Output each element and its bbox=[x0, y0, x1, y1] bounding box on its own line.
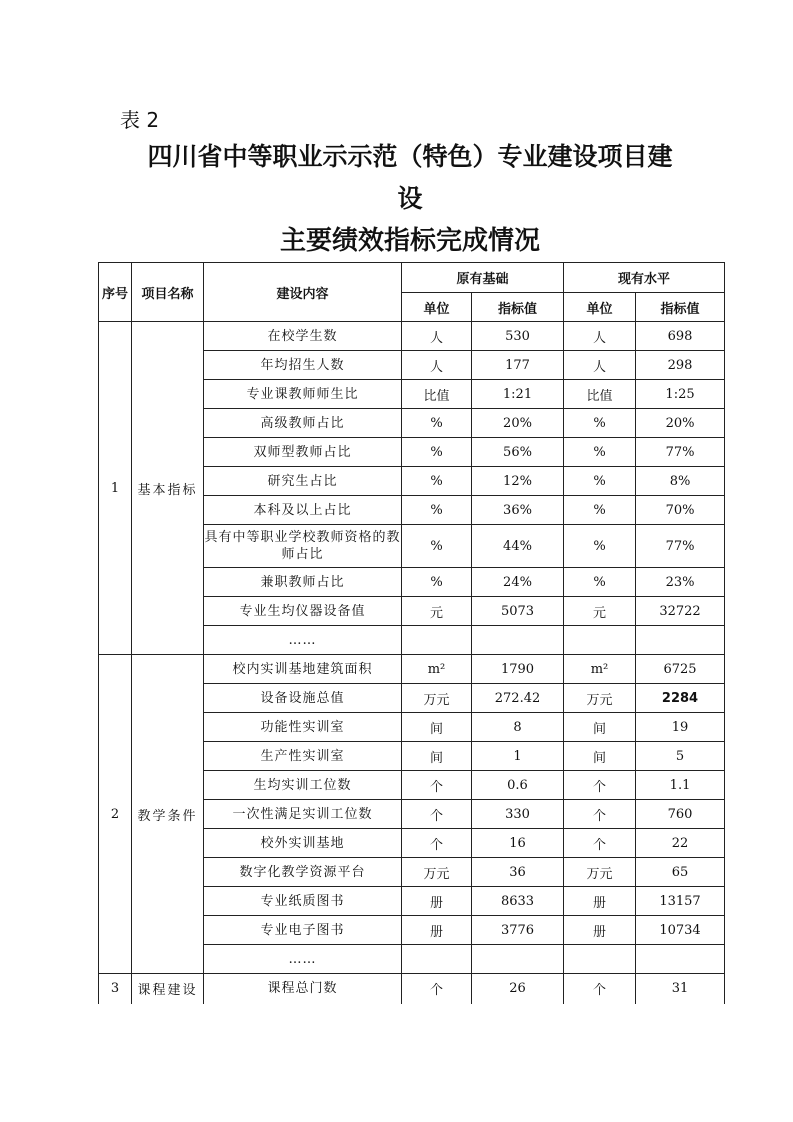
header-value-current: 指标值 bbox=[636, 293, 725, 322]
content-cell: 高级教师占比 bbox=[204, 409, 402, 438]
original-value-cell: 530 bbox=[472, 322, 564, 351]
current-unit-cell: % bbox=[564, 525, 636, 568]
original-value-cell: 44% bbox=[472, 525, 564, 568]
current-unit-cell: 个 bbox=[564, 829, 636, 858]
current-value-cell: 20% bbox=[636, 409, 725, 438]
original-unit-cell: 个 bbox=[402, 800, 472, 829]
content-cell: …… bbox=[204, 945, 402, 974]
project-name-cell: 课程建设 bbox=[132, 974, 204, 1004]
table-label: 表 2 bbox=[120, 108, 160, 132]
content-cell: 专业纸质图书 bbox=[204, 887, 402, 916]
current-value-cell: 13157 bbox=[636, 887, 725, 916]
content-cell: 专业课教师师生比 bbox=[204, 380, 402, 409]
original-value-cell: 12% bbox=[472, 467, 564, 496]
current-value-cell bbox=[636, 626, 725, 655]
current-unit-cell: 比值 bbox=[564, 380, 636, 409]
seq-cell: 1 bbox=[99, 322, 132, 655]
content-cell: 校内实训基地建筑面积 bbox=[204, 655, 402, 684]
current-value-cell: 70% bbox=[636, 496, 725, 525]
current-value-cell: 22 bbox=[636, 829, 725, 858]
current-value-cell: 6725 bbox=[636, 655, 725, 684]
current-value-cell: 298 bbox=[636, 351, 725, 380]
table-body bbox=[99, 322, 725, 1004]
original-value-cell bbox=[472, 626, 564, 655]
table-row bbox=[99, 655, 725, 684]
original-unit-cell: % bbox=[402, 438, 472, 467]
original-value-cell: 0.6 bbox=[472, 771, 564, 800]
current-value-cell: 77% bbox=[636, 525, 725, 568]
content-cell: 课程总门数 bbox=[204, 974, 402, 1004]
original-value-cell: 5073 bbox=[472, 597, 564, 626]
current-unit-cell: 册 bbox=[564, 916, 636, 945]
original-value-cell: 1790 bbox=[472, 655, 564, 684]
current-value-cell: 1.1 bbox=[636, 771, 725, 800]
current-value-cell: 760 bbox=[636, 800, 725, 829]
original-unit-cell: % bbox=[402, 496, 472, 525]
current-unit-cell: % bbox=[564, 467, 636, 496]
original-value-cell: 36 bbox=[472, 858, 564, 887]
original-unit-cell: 比值 bbox=[402, 380, 472, 409]
content-cell: 兼职教师占比 bbox=[204, 568, 402, 597]
current-unit-cell bbox=[564, 945, 636, 974]
original-unit-cell: % bbox=[402, 568, 472, 597]
original-value-cell: 24% bbox=[472, 568, 564, 597]
content-cell: 本科及以上占比 bbox=[204, 496, 402, 525]
header-unit-current: 单位 bbox=[564, 293, 636, 322]
content-cell: …… bbox=[204, 626, 402, 655]
content-cell: 生产性实训室 bbox=[204, 742, 402, 771]
current-value-cell: 2284 bbox=[636, 684, 725, 713]
content-cell: 双师型教师占比 bbox=[204, 438, 402, 467]
current-unit-cell: 元 bbox=[564, 597, 636, 626]
header-original-basis: 原有基础 bbox=[402, 263, 564, 293]
original-value-cell: 177 bbox=[472, 351, 564, 380]
table-row bbox=[99, 974, 725, 1004]
current-unit-cell: 间 bbox=[564, 713, 636, 742]
content-cell: 生均实训工位数 bbox=[204, 771, 402, 800]
original-value-cell: 3776 bbox=[472, 916, 564, 945]
original-unit-cell bbox=[402, 626, 472, 655]
original-unit-cell: 元 bbox=[402, 597, 472, 626]
current-value-cell: 23% bbox=[636, 568, 725, 597]
header-current-level: 现有水平 bbox=[564, 263, 725, 293]
original-unit-cell: 册 bbox=[402, 916, 472, 945]
content-cell: 校外实训基地 bbox=[204, 829, 402, 858]
content-cell: 研究生占比 bbox=[204, 467, 402, 496]
original-unit-cell: 间 bbox=[402, 742, 472, 771]
original-value-cell: 56% bbox=[472, 438, 564, 467]
project-name-cell: 基本指标 bbox=[132, 322, 204, 655]
current-unit-cell: 个 bbox=[564, 974, 636, 1004]
original-value-cell: 8 bbox=[472, 713, 564, 742]
original-unit-cell: 个 bbox=[402, 974, 472, 1004]
original-unit-cell bbox=[402, 945, 472, 974]
current-unit-cell: % bbox=[564, 568, 636, 597]
original-unit-cell: % bbox=[402, 409, 472, 438]
original-unit-cell: 间 bbox=[402, 713, 472, 742]
current-unit-cell bbox=[564, 626, 636, 655]
original-value-cell: 1:21 bbox=[472, 380, 564, 409]
seq-cell: 2 bbox=[99, 655, 132, 974]
current-unit-cell: 册 bbox=[564, 887, 636, 916]
original-value-cell: 8633 bbox=[472, 887, 564, 916]
current-unit-cell: 万元 bbox=[564, 684, 636, 713]
original-unit-cell: 人 bbox=[402, 351, 472, 380]
current-value-cell: 8% bbox=[636, 467, 725, 496]
content-cell: 功能性实训室 bbox=[204, 713, 402, 742]
original-value-cell: 36% bbox=[472, 496, 564, 525]
original-value-cell: 330 bbox=[472, 800, 564, 829]
current-value-cell: 65 bbox=[636, 858, 725, 887]
content-cell: 专业电子图书 bbox=[204, 916, 402, 945]
original-unit-cell: % bbox=[402, 525, 472, 568]
content-cell: 数字化教学资源平台 bbox=[204, 858, 402, 887]
current-unit-cell: 个 bbox=[564, 800, 636, 829]
header-unit-original: 单位 bbox=[402, 293, 472, 322]
original-value-cell: 26 bbox=[472, 974, 564, 1004]
original-value-cell: 20% bbox=[472, 409, 564, 438]
current-value-cell bbox=[636, 945, 725, 974]
original-unit-cell: 人 bbox=[402, 322, 472, 351]
current-unit-cell: 人 bbox=[564, 351, 636, 380]
current-value-cell: 10734 bbox=[636, 916, 725, 945]
current-unit-cell: m² bbox=[564, 655, 636, 684]
original-unit-cell: % bbox=[402, 467, 472, 496]
header-value-original: 指标值 bbox=[472, 293, 564, 322]
current-unit-cell: % bbox=[564, 409, 636, 438]
document-title-line-2: 设 bbox=[397, 184, 423, 213]
content-cell: 一次性满足实训工位数 bbox=[204, 800, 402, 829]
content-cell: 年均招生人数 bbox=[204, 351, 402, 380]
table-row bbox=[99, 322, 725, 351]
original-value-cell: 1 bbox=[472, 742, 564, 771]
current-unit-cell: 人 bbox=[564, 322, 636, 351]
current-unit-cell: 个 bbox=[564, 771, 636, 800]
original-value-cell: 16 bbox=[472, 829, 564, 858]
original-value-cell bbox=[472, 945, 564, 974]
content-cell: 具有中等职业学校教师资格的教师占比 bbox=[204, 525, 402, 568]
original-unit-cell: 册 bbox=[402, 887, 472, 916]
current-value-cell: 5 bbox=[636, 742, 725, 771]
original-unit-cell: 万元 bbox=[402, 858, 472, 887]
current-value-cell: 1:25 bbox=[636, 380, 725, 409]
content-cell: 专业生均仪器设备值 bbox=[204, 597, 402, 626]
original-value-cell: 272.42 bbox=[472, 684, 564, 713]
header-seq: 序号 bbox=[99, 263, 132, 322]
current-unit-cell: % bbox=[564, 496, 636, 525]
document-title-line-1: 四川省中等职业示示范（特色）专业建设项目建 bbox=[147, 142, 673, 171]
content-cell: 设备设施总值 bbox=[204, 684, 402, 713]
current-value-cell: 77% bbox=[636, 438, 725, 467]
current-value-cell: 31 bbox=[636, 974, 725, 1004]
current-value-cell: 32722 bbox=[636, 597, 725, 626]
current-unit-cell: % bbox=[564, 438, 636, 467]
project-name-cell: 教学条件 bbox=[132, 655, 204, 974]
current-unit-cell: 间 bbox=[564, 742, 636, 771]
document-title-line-3: 主要绩效指标完成情况 bbox=[279, 226, 540, 256]
header-project-name: 项目名称 bbox=[132, 263, 204, 322]
current-value-cell: 19 bbox=[636, 713, 725, 742]
seq-cell: 3 bbox=[99, 974, 132, 1004]
original-unit-cell: 个 bbox=[402, 771, 472, 800]
original-unit-cell: 个 bbox=[402, 829, 472, 858]
performance-indicator-table bbox=[98, 262, 725, 1004]
current-unit-cell: 万元 bbox=[564, 858, 636, 887]
content-cell: 在校学生数 bbox=[204, 322, 402, 351]
original-unit-cell: 万元 bbox=[402, 684, 472, 713]
current-value-cell: 698 bbox=[636, 322, 725, 351]
original-unit-cell: m² bbox=[402, 655, 472, 684]
header-content: 建设内容 bbox=[204, 263, 402, 322]
